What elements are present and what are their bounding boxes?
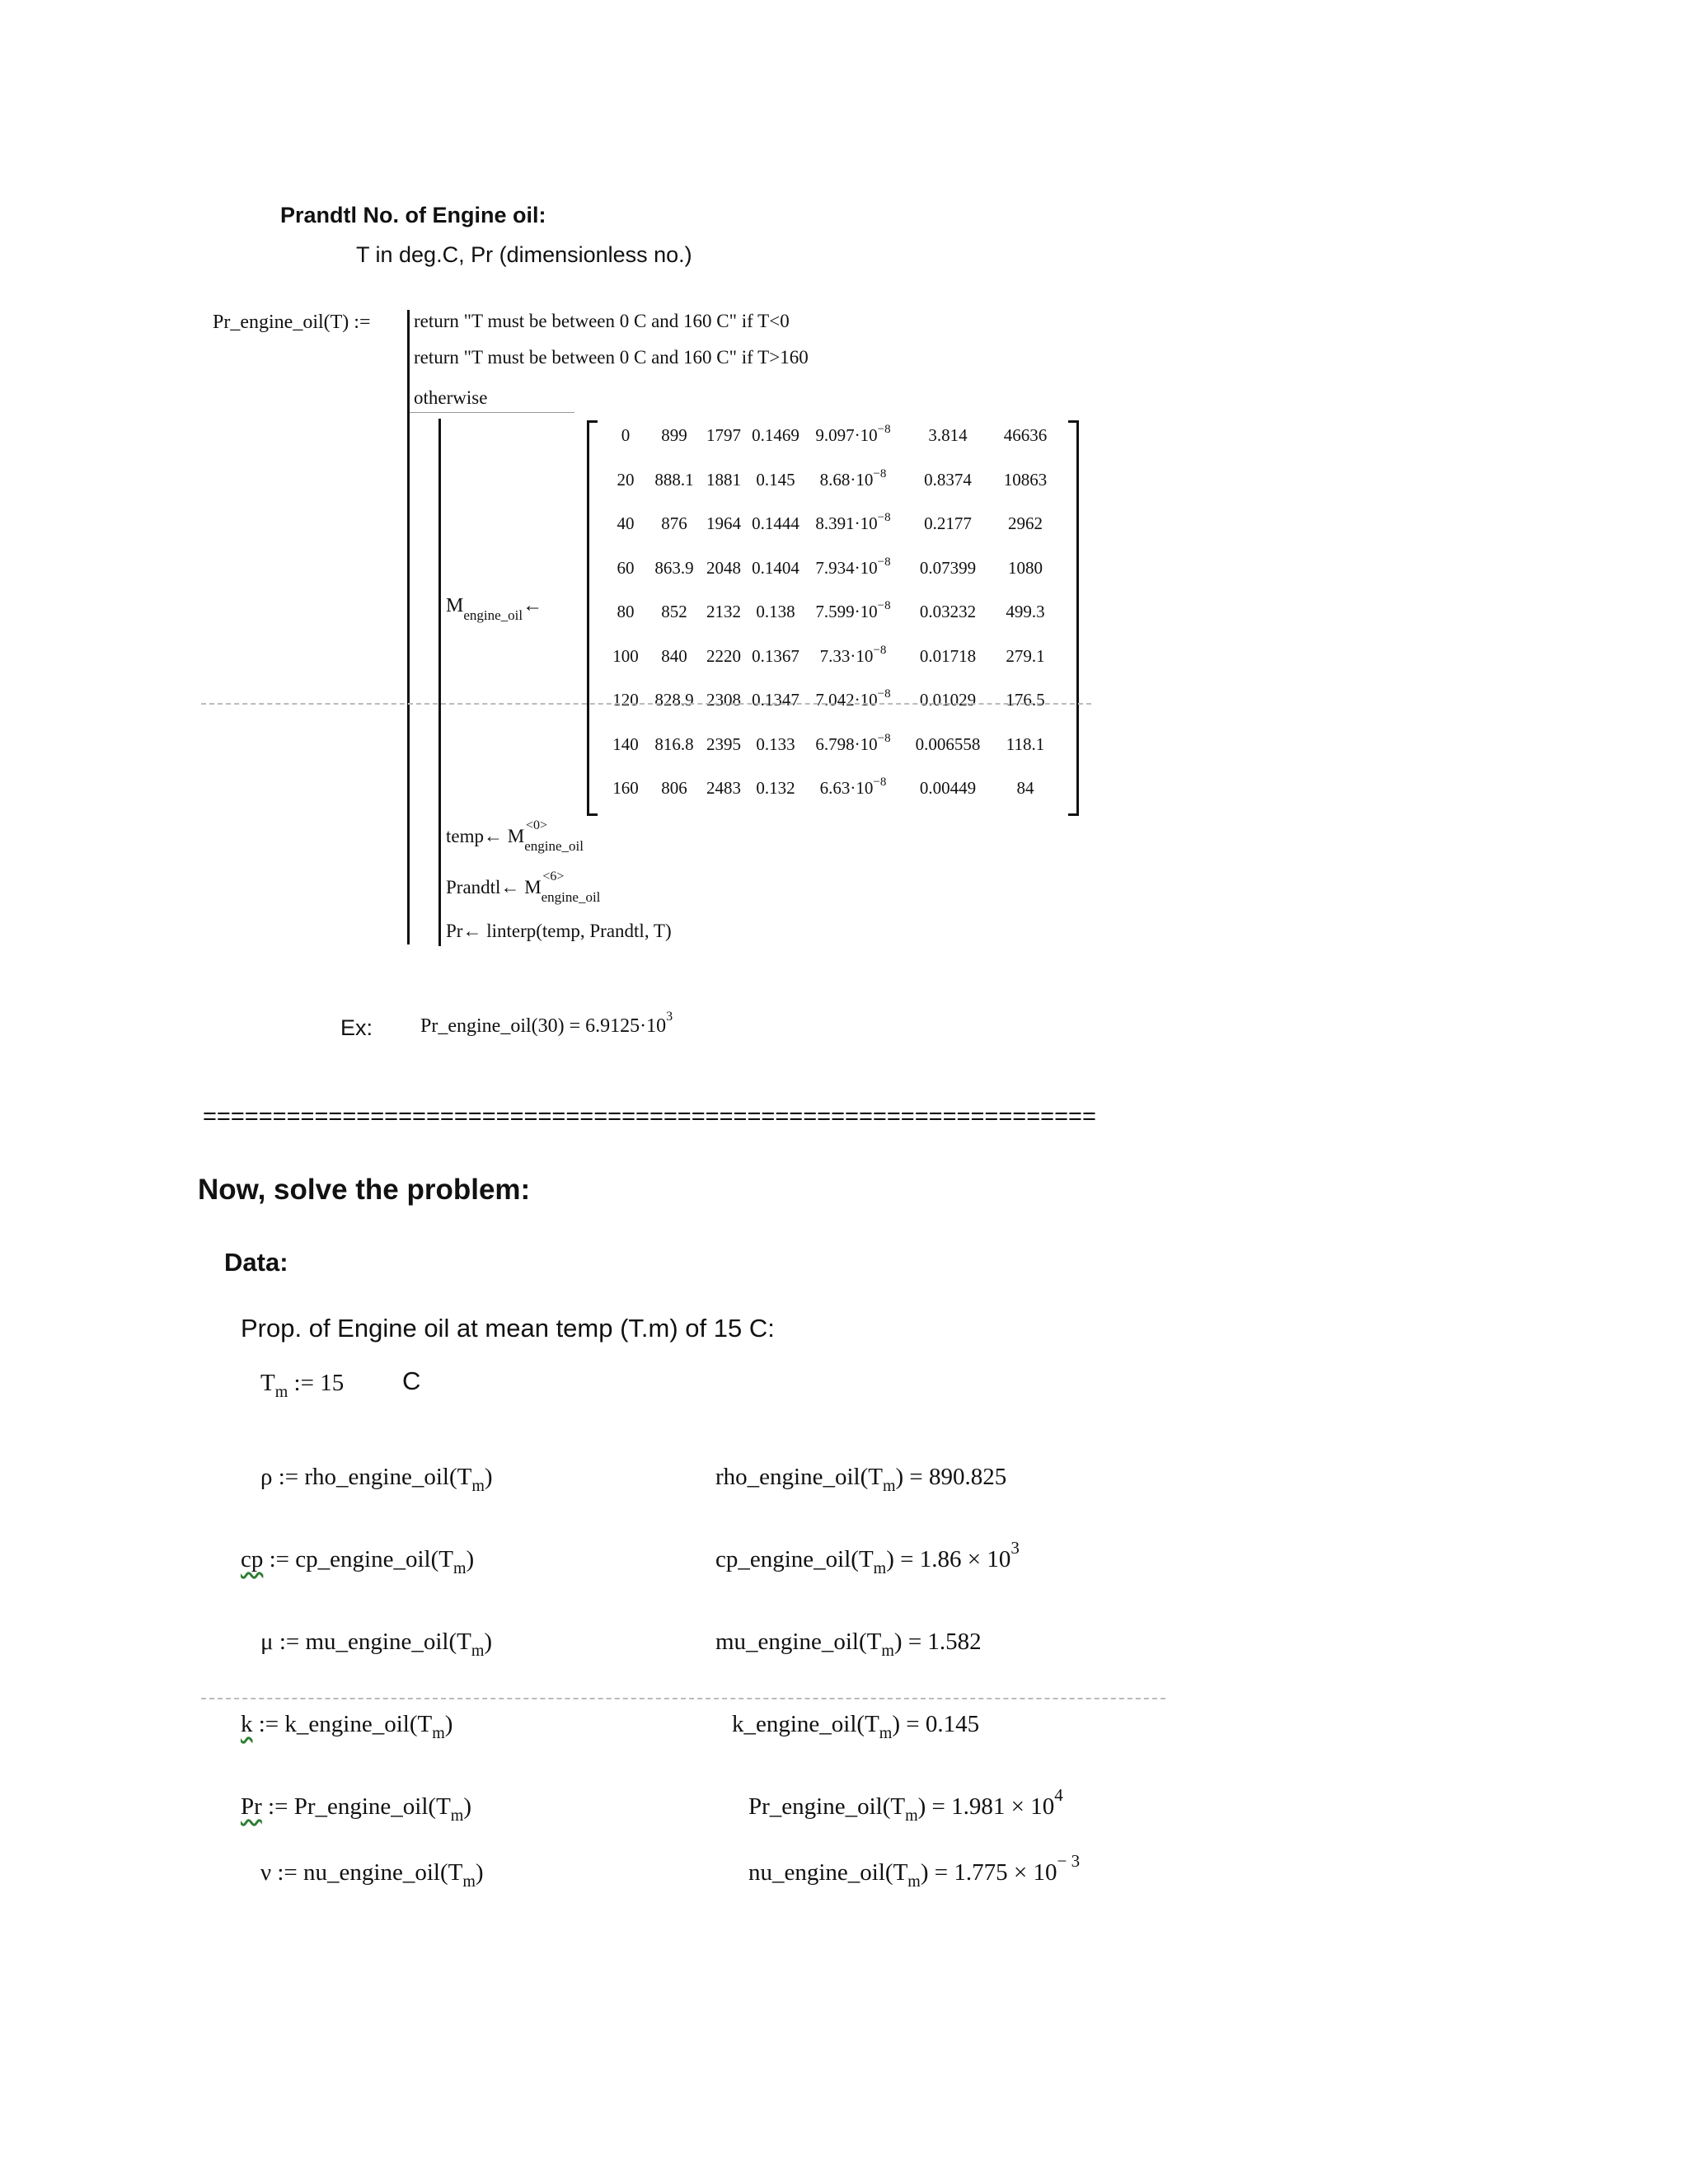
prandtl-line — [446, 869, 621, 905]
definition-result: $rho\_engine\_oil(T_m) = 890.825$ — [715, 1464, 1007, 1495]
section-note: T in deg.C, Pr (dimensionless no.) — [356, 242, 692, 267]
subscript-m: m — [879, 1724, 893, 1742]
matrix-exponent: −8 — [873, 466, 887, 480]
matrix-cell — [812, 643, 894, 667]
matrix-mantissa: 6.63·10 — [819, 778, 874, 798]
matrix-cell — [812, 425, 894, 446]
example-label: Ex: — [340, 1015, 373, 1040]
matrix-cell — [812, 513, 894, 534]
definition-var: ρ — [260, 1464, 273, 1490]
temp-column-index: <0> — [525, 818, 548, 832]
matrix-cell: 80 — [617, 602, 635, 621]
result-exponent: 4 — [1054, 1785, 1063, 1805]
example-expression — [420, 1010, 673, 1038]
matrix-cell — [812, 687, 894, 710]
tm-value: := 15 — [288, 1370, 345, 1396]
matrix-cell: 2483 — [706, 778, 741, 798]
matrix-cell: 20 — [617, 469, 635, 490]
definition-call: := $k\_engine\_oil(T_m)$ — [252, 1711, 453, 1742]
definition-lhs — [241, 1793, 472, 1825]
tm-unit: C — [402, 1366, 421, 1395]
matrix-cell: 1881 — [706, 469, 741, 490]
matrix-lhs — [446, 595, 543, 623]
otherwise-label: otherwise — [414, 387, 488, 408]
page-break-line — [201, 703, 1091, 705]
example-expr: Pr_engine_oil(30) = 6.9125·10 — [420, 1015, 667, 1037]
matrix-cell: 0.1347 — [752, 690, 799, 710]
matrix-cell: 140 — [612, 733, 639, 754]
matrix-cell: 2395 — [706, 733, 741, 754]
matrix-exponent: −8 — [873, 776, 887, 789]
return-line-1: return "T must be between 0 C and 160 C" if T<0 — [414, 311, 790, 331]
matrix-cell: 840 — [661, 645, 687, 666]
matrix-cell: 0.07399 — [919, 557, 977, 578]
matrix-cell: 40 — [617, 513, 635, 533]
data-label: Data: — [224, 1248, 288, 1277]
definition-result: $k\_engine\_oil(T_m) = 0.145$ — [732, 1711, 980, 1742]
matrix-cell: 176.5 — [1006, 690, 1045, 710]
result-exponent: 3 — [1010, 1538, 1020, 1558]
definition-call: := $mu\_engine\_oil(T_m)$ — [273, 1629, 493, 1660]
matrix-exponent: −8 — [877, 511, 891, 524]
matrix-cell: 84 — [1016, 778, 1034, 798]
prandtl-column-index: <6> — [542, 869, 565, 883]
matrix-cell: 0.1444 — [752, 513, 799, 533]
subscript-m: m — [873, 1559, 887, 1577]
definition-lhs — [260, 1464, 493, 1495]
matrix-cell: 0.145 — [756, 469, 795, 490]
subscript-m: m — [450, 1807, 464, 1825]
subscript-m: m — [452, 1559, 467, 1577]
definition-lhs — [241, 1546, 475, 1577]
prandtl-assign: Prandtl← M — [446, 877, 542, 898]
matrix-mantissa: 7.33·10 — [819, 645, 874, 666]
matrix-cell: 499.3 — [1006, 602, 1045, 621]
matrix-exponent: −8 — [873, 643, 887, 657]
matrix-cell: 279.1 — [1006, 645, 1045, 666]
matrix-cell: 10863 — [1003, 469, 1048, 490]
definition-result: $mu\_engine\_oil(T_m) = 1.582$ — [715, 1629, 982, 1660]
definition-call: := $nu\_engine\_oil(T_m)$ — [271, 1859, 484, 1891]
matrix-cell: 1080 — [1008, 557, 1043, 578]
definition-var: k — [241, 1711, 253, 1737]
matrix-cell: 0.1469 — [752, 425, 799, 445]
pr-line: Pr← linterp(temp, Prandtl, T) — [446, 921, 672, 941]
temp-line — [446, 818, 605, 854]
tm-definition — [260, 1370, 345, 1401]
matrix-cell: 60 — [617, 557, 635, 578]
matrix-cell: 1964 — [706, 513, 741, 533]
matrix-cell: 1797 — [706, 425, 741, 445]
section-title: Prandtl No. of Engine oil: — [280, 203, 546, 227]
matrix-exponent: −8 — [877, 555, 891, 569]
prandtl-subscript: engine_oil — [541, 889, 601, 905]
matrix-cell: 46636 — [1003, 425, 1048, 445]
definition-var: ν — [260, 1859, 272, 1886]
matrix-cell: 0.00449 — [919, 778, 977, 798]
matrix-cell: 0.1367 — [752, 645, 799, 666]
definition-result: $nu\_engine\_oil(T_m) = 1.775 \times 10^{- 3}$ — [748, 1851, 1081, 1891]
matrix-cell: 2220 — [706, 645, 741, 666]
matrix-cell: 160 — [612, 778, 639, 798]
matrix-mantissa: 8.391·10 — [815, 513, 878, 533]
definition-lhs — [241, 1711, 453, 1742]
matrix-cell: 3.814 — [928, 425, 968, 445]
matrix-cell: 816.8 — [654, 733, 694, 754]
matrix-cell: 0.138 — [756, 602, 795, 621]
matrix-cell: 118.1 — [1006, 733, 1045, 754]
subscript-m: m — [882, 1477, 896, 1495]
matrix-cell: 852 — [661, 602, 687, 621]
example-exponent: 3 — [666, 1010, 673, 1024]
prop-text: Prop. of Engine oil at mean temp (T.m) of 15 C: — [241, 1314, 775, 1343]
matrix-cell: 0.01718 — [919, 645, 977, 666]
subscript-m: m — [432, 1724, 445, 1742]
matrix-cell — [812, 555, 894, 579]
matrix-mantissa: 7.599·10 — [815, 602, 878, 621]
matrix-exponent: −8 — [877, 423, 891, 436]
matrix-cell: 2048 — [706, 557, 741, 578]
otherwise-rule — [410, 412, 574, 413]
subscript-m: m — [462, 1872, 476, 1891]
matrix-cell: 2132 — [706, 602, 741, 621]
result-exponent: − 3 — [1057, 1851, 1081, 1871]
matrix-exponent: −8 — [877, 599, 891, 612]
temp-assign: temp← M — [446, 826, 525, 846]
matrix-cell — [812, 466, 894, 490]
matrix-cell: 0.8374 — [924, 469, 972, 490]
matrix-cell: 888.1 — [654, 469, 694, 490]
matrix-cell: 0.1404 — [752, 557, 799, 578]
matrix-mantissa: 9.097·10 — [815, 425, 878, 445]
matrix-mantissa: 7.042·10 — [815, 690, 878, 710]
matrix-cell: 120 — [612, 690, 639, 710]
definition-call: := $Pr\_engine\_oil(T_m)$ — [261, 1793, 472, 1825]
subscript-m: m — [905, 1807, 918, 1825]
subscript-m: m — [471, 1477, 485, 1495]
matrix-cell: 2962 — [1008, 513, 1043, 533]
matrix-mantissa: 7.934·10 — [815, 557, 878, 578]
matrix-cell: 828.9 — [654, 690, 694, 710]
matrix-cell — [812, 599, 894, 622]
definition-result: $cp\_engine\_oil(T_m) = 1.86 \times 10^3$ — [715, 1538, 1020, 1577]
subscript-m: m — [471, 1642, 485, 1660]
matrix-cell: 0.133 — [756, 733, 795, 754]
tm-subscript: m — [274, 1383, 288, 1401]
definition-lhs — [260, 1629, 493, 1660]
matrix-mantissa: 8.68·10 — [819, 469, 874, 490]
matrix-cell: 863.9 — [654, 557, 694, 578]
matrix-cell: 0.2177 — [924, 513, 972, 533]
matrix-cell: 899 — [661, 425, 687, 445]
subscript-m: m — [907, 1872, 921, 1891]
matrix-cell: 0.132 — [756, 778, 795, 798]
inner-program-bar — [438, 419, 441, 946]
separator-line: ================================================================ — [203, 1104, 1096, 1130]
definition-var: cp — [241, 1546, 264, 1572]
matrix-subscript: engine_oil — [463, 607, 523, 623]
matrix-cell: 806 — [661, 778, 687, 798]
matrix-left-bracket — [587, 420, 598, 816]
matrix-var: M — [446, 595, 464, 616]
definition-var: Pr — [241, 1793, 262, 1820]
tm-var: T — [260, 1370, 275, 1396]
definition-result: $Pr\_engine\_oil(T_m) = 1.981 \times 10^4$ — [748, 1785, 1063, 1825]
matrix-exponent: −8 — [877, 687, 891, 701]
matrix-exponent: −8 — [877, 731, 891, 745]
matrix-cell: 0.01029 — [919, 690, 977, 710]
function-lhs: Pr_engine_oil(T) := — [213, 312, 371, 333]
program-bar — [407, 310, 410, 944]
matrix-cell — [812, 731, 894, 755]
temp-subscript: engine_oil — [524, 838, 584, 854]
assign-arrow: ← — [523, 595, 543, 616]
definition-call: := $cp\_engine\_oil(T_m)$ — [263, 1546, 475, 1577]
matrix-cell: 876 — [661, 513, 687, 533]
matrix-cell — [812, 778, 894, 799]
matrix-cell: 0 — [621, 425, 631, 445]
matrix-cell: 2308 — [706, 690, 741, 710]
page-break-line-2 — [201, 1698, 1165, 1699]
definition-var: μ — [260, 1629, 274, 1655]
matrix-right-bracket — [1068, 420, 1079, 816]
definition-call: := $rho\_engine\_oil(T_m)$ — [272, 1464, 493, 1495]
matrix-cell: 100 — [612, 645, 639, 666]
return-line-2: return "T must be between 0 C and 160 C" if T>160 — [414, 347, 809, 368]
subscript-m: m — [881, 1642, 894, 1660]
problem-heading: Now, solve the problem: — [198, 1174, 531, 1206]
matrix-mantissa: 6.798·10 — [815, 733, 878, 754]
definition-lhs — [260, 1859, 484, 1891]
matrix-cell: 0.03232 — [919, 602, 977, 621]
matrix-cell: 0.006558 — [915, 733, 981, 754]
